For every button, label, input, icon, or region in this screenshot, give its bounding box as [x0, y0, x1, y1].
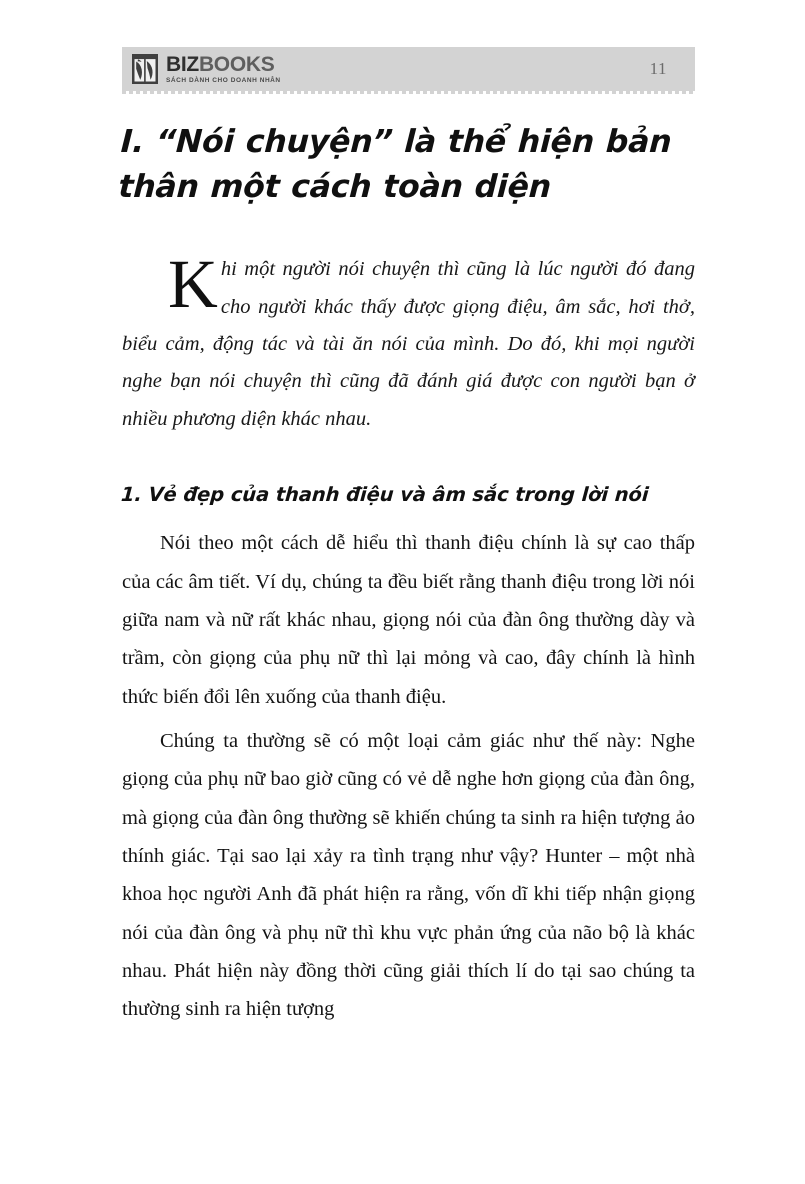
- lead-paragraph: [122, 246, 695, 437]
- lead-paragraph-text: hi một người nói chuyện thì cũng là lúc người đó đang cho người khác thấy được giọng điệu, âm sắc, hơi thở, biểu cảm, động tác và tài ăn nói của mình. Do đó, khi mọi người nghe bạn nói chuyện thì cũng đã đánh giá được con người bạn ở nhiều phương diện khác nhau.: [122, 258, 695, 430]
- section-title: 1. Vẻ đẹp của thanh điệu và âm sắc trong lời nói: [120, 482, 650, 506]
- brand-name: [166, 54, 281, 75]
- text-column: [117, 120, 695, 1029]
- brand-name-books: BOOKS: [198, 52, 275, 76]
- page-number: 11: [649, 59, 667, 78]
- brand-wordmark: [166, 54, 281, 85]
- brand-tagline: SÁCH DÀNH CHO DOANH NHÂN: [166, 76, 281, 84]
- body-paragraph: Chúng ta thường sẽ có một loại cảm giác như thế này: Nghe giọng của phụ nữ bao giờ cũng có vẻ dễ nghe hơn giọng của đàn ông, mà giọng của đàn ông thường sẽ khiến chúng ta sinh ra hiện tượng ảo thính giác. Tại sao lại xảy ra tình trạng như vậy? Hunter – một nhà khoa học người Anh đã phát hiện ra rằng, vốn dĩ khi tiếp nhận giọng nói của đàn ông và phụ nữ thì khu vực phản ứng của não bộ là khác nhau. Phát hiện này đồng thời cũng giải thích lí do tại sao chúng ta thường sinh ra hiện tượng: [122, 729, 695, 1021]
- brand-logo: [132, 54, 281, 85]
- drop-cap: K: [168, 246, 218, 323]
- brand-name-biz: BIZ: [166, 52, 199, 76]
- book-icon: [132, 54, 158, 84]
- chapter-title: I. “Nói chuyện” là thể hiện bản thân một cách toàn diện: [117, 124, 673, 205]
- page-header: [122, 47, 695, 91]
- body-paragraph: Nói theo một cách dễ hiểu thì thanh điệu chính là sự cao thấp của các âm tiết. Ví dụ, chúng ta đều biết rằng thanh điệu trong lời nói giữa nam và nữ rất khác nhau, giọng nói của đàn ông thường dày và trầm, còn giọng của phụ nữ thì lại mỏng và cao, đây chính là hình thức biến đổi lên xuống của thanh điệu.: [122, 532, 695, 708]
